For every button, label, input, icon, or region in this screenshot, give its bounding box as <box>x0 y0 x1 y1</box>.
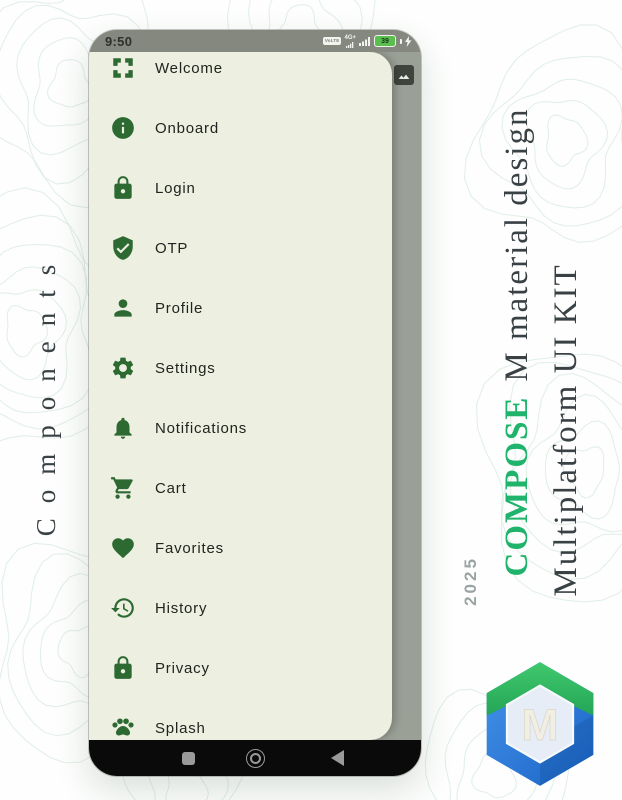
battery-percent: 39 <box>381 37 389 45</box>
drawer-item-label: Cart <box>155 479 187 497</box>
lock-icon <box>110 655 136 681</box>
system-nav-bar <box>89 740 421 776</box>
history-icon <box>110 595 136 621</box>
drawer-item-onboard[interactable] <box>89 98 392 158</box>
logo-letter: M <box>521 700 559 750</box>
status-icons <box>323 35 412 48</box>
info-icon <box>110 115 136 141</box>
drawer-menu <box>89 52 392 740</box>
brand-title <box>495 72 539 612</box>
battery-tip <box>400 39 402 44</box>
drawer-item-label: History <box>155 599 208 617</box>
navigation-drawer <box>89 52 392 740</box>
welcome-icon <box>110 55 136 81</box>
drawer-item-label: Favorites <box>155 539 224 557</box>
network-indicator <box>344 35 356 48</box>
back-triangle-icon <box>331 750 344 766</box>
drawer-item-settings[interactable] <box>89 338 392 398</box>
drawer-item-notifications[interactable] <box>89 398 392 458</box>
drawer-item-otp[interactable] <box>89 218 392 278</box>
signal-strength-icon-sim2 <box>346 42 354 48</box>
drawer-item-favorites[interactable] <box>89 518 392 578</box>
signal-strength-icon <box>359 37 371 46</box>
drawer-item-cart[interactable] <box>89 458 392 518</box>
compose-m-logo <box>476 650 604 798</box>
drawer-item-history[interactable] <box>89 578 392 638</box>
paw-icon <box>110 715 136 740</box>
shield-check-icon <box>110 235 136 261</box>
heart-icon <box>110 535 136 561</box>
brand-compose-text: COMPOSE <box>499 395 535 577</box>
drawer-item-privacy[interactable] <box>89 638 392 698</box>
drawer-item-label: OTP <box>155 239 189 257</box>
battery-indicator <box>374 35 396 47</box>
brand-title-rest: M material design <box>499 107 535 382</box>
status-time: 9:50 <box>105 33 133 49</box>
recents-button[interactable] <box>174 740 202 776</box>
home-button[interactable] <box>241 740 269 776</box>
cart-icon <box>110 475 136 501</box>
person-icon <box>110 295 136 321</box>
drawer-item-label: Splash <box>155 719 206 737</box>
year-label: 2025 <box>461 556 480 606</box>
bell-icon <box>110 415 136 441</box>
home-circle-icon <box>246 749 265 768</box>
drawer-item-profile[interactable] <box>89 278 392 338</box>
home-circle-inner <box>250 753 261 764</box>
drawer-item-welcome[interactable] <box>89 52 392 98</box>
components-caption: Components <box>31 249 61 537</box>
drawer-item-label: Privacy <box>155 659 210 677</box>
drawer-item-label: Profile <box>155 299 204 317</box>
charging-icon <box>405 36 412 47</box>
recents-square-icon <box>182 752 195 765</box>
background-app-scrim <box>392 52 421 740</box>
image-icon <box>396 67 412 83</box>
drawer-item-login[interactable] <box>89 158 392 218</box>
drawer-item-splash[interactable] <box>89 698 392 740</box>
brand-subtitle: Multiplatform UI KIT <box>548 263 584 597</box>
drawer-item-label: Onboard <box>155 119 219 137</box>
volte-badge: VoLTE <box>323 37 342 46</box>
gear-icon <box>110 355 136 381</box>
image-button[interactable] <box>394 65 414 85</box>
status-bar <box>89 30 421 52</box>
drawer-item-label: Welcome <box>155 59 223 77</box>
drawer-item-label: Notifications <box>155 419 248 437</box>
drawer-item-label: Settings <box>155 359 216 377</box>
phone-frame <box>89 30 421 776</box>
drawer-item-label: Login <box>155 179 196 197</box>
lock-icon <box>110 175 136 201</box>
back-button[interactable] <box>323 740 351 776</box>
network-type-label: 4G+ <box>344 34 356 41</box>
